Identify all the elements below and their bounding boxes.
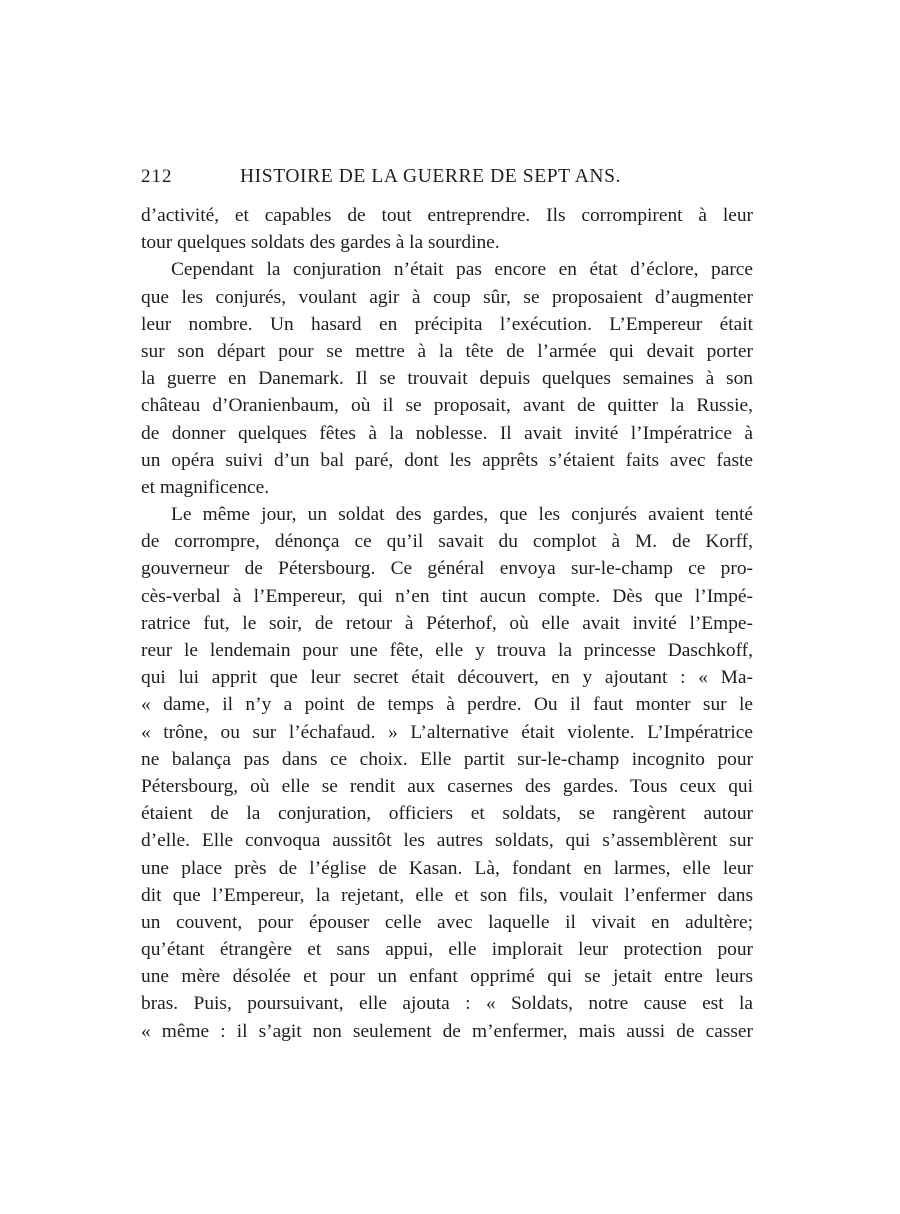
text-line: un opéra suivi d’un bal paré, dont les apprêts s’étaient faits avec faste xyxy=(141,449,753,471)
text-line: château d’Oranienbaum, où il se proposait, avant de quitter la Russie, xyxy=(141,395,753,417)
text-line: et magnificence. xyxy=(141,476,270,498)
text-line: « même : il s’agit non seulement de m’enfermer, mais aussi de casser xyxy=(141,1020,753,1042)
text-line: gouverneur de Pétersbourg. Ce général envoya sur-le-champ ce pro- xyxy=(141,558,753,580)
text-line: une mère désolée et pour un enfant opprimé qui se jetait entre leurs xyxy=(141,966,753,988)
text-line: d’activité, et capables de tout entreprendre. Ils corrompirent à leur xyxy=(141,205,753,226)
text-line: ratrice fut, le soir, de retour à Péterhof, où elle avait invité l’Empe- xyxy=(141,612,753,634)
page-number: 212 xyxy=(141,166,173,187)
text-line: Pétersbourg, où elle se rendit aux casernes des gardes. Tous ceux qui xyxy=(141,775,753,797)
text-line: d’elle. Elle convoqua aussitôt les autres soldats, qui s’assemblèrent sur xyxy=(141,830,753,852)
text-line: « trône, ou sur l’échafaud. » L’alternative était violente. L’Impératrice xyxy=(141,721,753,743)
text-line: qui lui apprit que leur secret était découvert, en y ajoutant : « Ma- xyxy=(141,667,753,689)
text-line: que les conjurés, voulant agir à coup sûr, se proposaient d’augmenter xyxy=(141,286,753,308)
running-head xyxy=(141,164,753,190)
text-line: sur son départ pour se mettre à la tête de l’armée qui devait porter xyxy=(141,340,753,362)
text-line: un couvent, pour épouser celle avec laquelle il vivait en adultère; xyxy=(141,911,753,933)
text-line: tour quelques soldats des gardes à la sourdine. xyxy=(141,232,500,254)
text-line: bras. Puis, poursuivant, elle ajouta : « Soldats, notre cause est la xyxy=(141,993,753,1015)
text-line: ne balança pas dans ce choix. Elle partit sur-le-champ incognito pour xyxy=(141,748,753,770)
text-line: la guerre en Danemark. Il se trouvait depuis quelques semaines à son xyxy=(141,368,753,390)
text-line: une place près de l’église de Kasan. Là, fondant en larmes, elle leur xyxy=(141,857,753,879)
text-line: reur le lendemain pour une fête, elle y trouva la princesse Daschkoff, xyxy=(141,640,753,661)
text-line: Cependant la conjuration n’était pas encore en état d’éclore, parce xyxy=(171,259,753,281)
text-line: « dame, il n’y a point de temps à perdre. Ou il faut monter sur le xyxy=(141,694,753,716)
body-text xyxy=(141,202,753,1045)
text-line: qu’étant étrangère et sans appui, elle implorait leur protection pour xyxy=(141,939,753,961)
running-title: HISTOIRE DE LA GUERRE DE SEPT ANS. xyxy=(240,166,621,187)
text-line: étaient de la conjuration, officiers et soldats, se rangèrent autour xyxy=(141,803,753,825)
text-line: dit que l’Empereur, la rejetant, elle et son fils, voulait l’enfermer dans xyxy=(141,884,753,906)
text-line: leur nombre. Un hasard en précipita l’exécution. L’Empereur était xyxy=(141,313,753,335)
text-line: de corrompre, dénonça ce qu’il savait du complot à M. de Korff, xyxy=(141,531,753,553)
text-line: Le même jour, un soldat des gardes, que les conjurés avaient tenté xyxy=(171,504,753,526)
text-line: de donner quelques fêtes à la noblesse. Il avait invité l’Impératrice à xyxy=(141,422,753,444)
text-line: cès-verbal à l’Empereur, qui n’en tint aucun compte. Dès que l’Impé- xyxy=(141,585,753,607)
